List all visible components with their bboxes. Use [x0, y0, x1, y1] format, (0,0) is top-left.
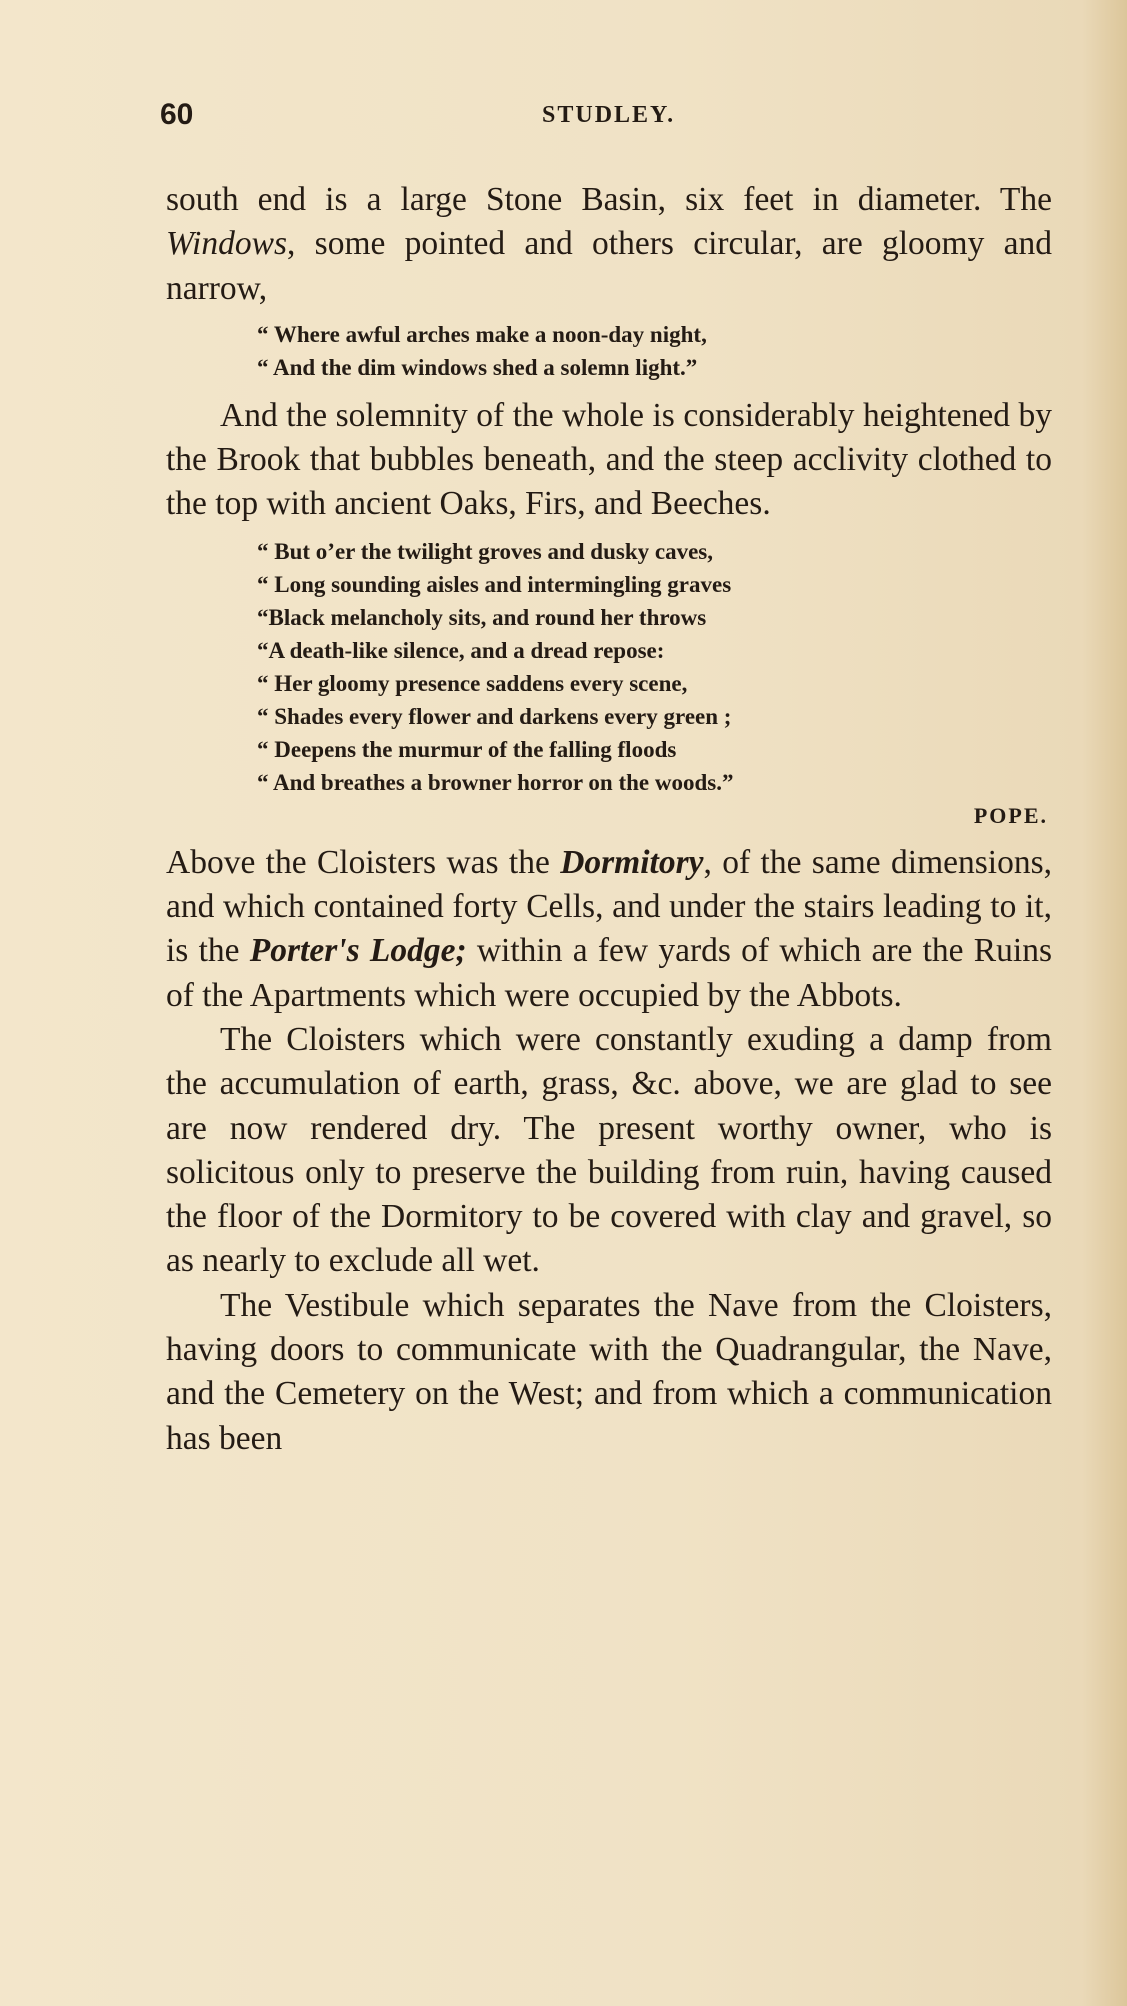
verse-line: “ And breathes a browner horror on the woods.” — [257, 769, 734, 795]
verse-line: “ Her gloomy presence saddens every scene, — [257, 670, 688, 696]
paragraph-vestibule: The Vestibule which separates the Nave from the Cloisters, having doors to communicate with the Quadrangular, the Nave, and the Cemetery on the West; and from which a communication has been — [166, 1286, 1052, 1457]
verse-line: “ Deepens the murmur of the falling floods — [257, 736, 677, 762]
body-text — [166, 178, 1052, 1461]
verse-quote-arches — [166, 318, 1052, 384]
paragraph-cloisters: The Cloisters which were constantly exuding a damp from the accumulation of earth, grass, &c. above, we are glad to see are now rendered dry. The present worthy owner, who is solicitous only to preserve the building from ruin, having caused the floor of the Dormitory to be covered with clay and gravel, so as nearly to exclude all wet. — [166, 1020, 1052, 1280]
verse-line: “A death-like silence, and a dread repose: — [257, 637, 665, 663]
verse-line: “ Shades every flower and darkens every green ; — [257, 703, 732, 729]
text-run: , some pointed and others circular, are gloomy and narrow, — [166, 225, 1052, 307]
text-run: within a few yards of which are the Ruins of the Apartments which were occupied by the Abbots. — [166, 932, 1052, 1014]
italic-windows: Windows — [166, 225, 287, 263]
text-run: Above the Cloisters was the — [166, 843, 561, 881]
verse-quote-pope — [166, 535, 1052, 799]
paragraph-dormitory — [166, 841, 1052, 1018]
italic-porters-lodge: Porter's Lodge; — [249, 932, 467, 970]
verse-line: “Black melancholy sits, and round her throws — [257, 604, 707, 630]
running-title: STUDLEY. — [542, 102, 676, 128]
verse-line: “ Long sounding aisles and intermingling graves — [257, 571, 732, 597]
paragraph-solemnity: And the solemnity of the whole is considerably heightened by the Brook that bubbles beneath, and the steep acclivity clothed to the top with ancient Oaks, Firs, and Beeches. — [166, 396, 1052, 523]
running-head — [160, 98, 977, 138]
italic-dormitory: Dormitory — [560, 843, 704, 881]
page-number: 60 — [160, 98, 194, 131]
verse-line: “ But o’er the twilight groves and dusky caves, — [257, 538, 713, 564]
attribution-pope: POPE. — [973, 802, 1048, 828]
text-run: , of the same dimensions, and which contained forty Cells, and under the stairs leading to it, is the — [166, 843, 1052, 970]
text-run: south end is a large Stone Basin, six feet in diameter. The — [166, 181, 1052, 218]
verse-line: “ Where awful arches make a noon-day night, — [257, 321, 707, 347]
paragraph-basin-windows — [166, 178, 1052, 311]
verse-line: “ And the dim windows shed a solemn light.” — [257, 354, 698, 380]
